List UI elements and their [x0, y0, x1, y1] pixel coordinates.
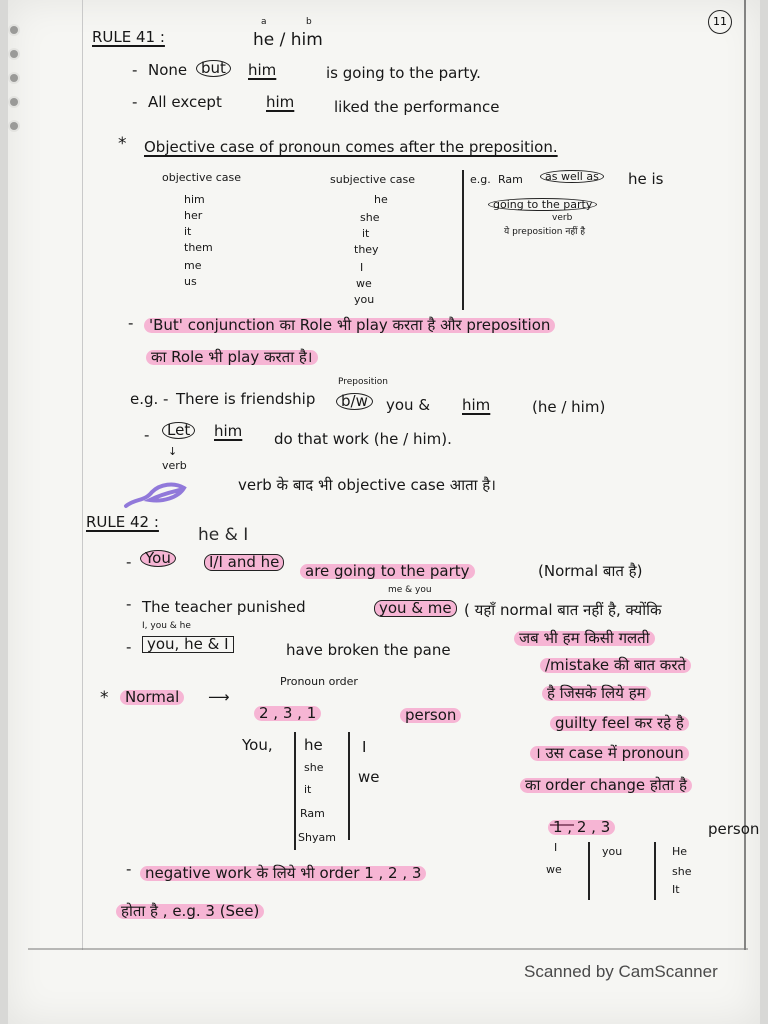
rule42-ex2-note7: का order change होता है [520, 778, 692, 793]
rule42-ex1-circled: You [140, 550, 176, 567]
rule42-ex2-note4: है जिसके लिये हम [542, 686, 651, 701]
rule42-ex2-boxed: you & me [374, 600, 457, 617]
subjective-item: we [356, 277, 372, 290]
negative-first-item: we [546, 863, 562, 876]
objective-item: us [184, 275, 197, 288]
rule41-ex1-circled: but [196, 60, 231, 77]
order-divider [294, 732, 296, 850]
rule42-ex2-note5: guilty feel कर रहे है [550, 716, 689, 731]
subjective-item: he [374, 193, 388, 206]
friendship-options: (he / him) [532, 398, 606, 416]
let-dash: - [144, 426, 150, 444]
negative-note-dash: - [126, 860, 132, 878]
pronoun-order-star: * [100, 688, 109, 708]
friendship-blank: him [462, 396, 491, 414]
let-blank: him [214, 422, 243, 440]
table-divider [462, 170, 464, 310]
eg-name: Ram [498, 173, 523, 186]
rule41-ex2-blank: him [266, 93, 295, 111]
negative-second-item: you [602, 845, 623, 858]
neg-order-divider [588, 842, 590, 900]
binder-holes [8, 0, 38, 1024]
subjective-item: they [354, 243, 379, 256]
let-post: do that work (he / him). [274, 430, 452, 448]
rule42-ex2-note3: /mistake की बात करते [540, 658, 691, 673]
third-person-item: Ram [300, 807, 325, 820]
rule42-ex1-post: are going to the party [300, 564, 475, 579]
first-person-item: we [358, 768, 380, 786]
friendship-pre: There is friendship [176, 390, 316, 408]
eg-circled: as well as [540, 170, 604, 183]
first-person-item: I [362, 738, 367, 756]
rule42-ex3-boxed: you, he & I [142, 636, 234, 653]
pronoun-order-arrow: ⟶ [208, 688, 230, 706]
eg-pronoun: he is [628, 170, 664, 188]
rule41-sup-a: a [261, 17, 267, 27]
friendship-circled: b/w [336, 393, 373, 410]
rule41-ex2-pre: All except [148, 93, 222, 111]
negative-third-item: It [672, 883, 680, 896]
eg-circled-2: going to the party [488, 198, 597, 211]
rule42-ex2-note2: जब भी हम किसी गलती [514, 631, 655, 646]
objective-item: her [184, 209, 203, 222]
pronoun-order-second-person: You, [242, 736, 273, 754]
eg-verb: verb [552, 213, 573, 223]
scanner-watermark: Scanned by CamScanner [524, 962, 718, 981]
objective-item: it [184, 225, 192, 238]
rule42-forms: he & I [198, 525, 249, 545]
third-person-item: he [304, 736, 323, 754]
rule42-ex2-dash: - [126, 595, 132, 613]
negative-order-person: person [708, 820, 760, 838]
rule41-forms: he / him [253, 30, 323, 50]
purple-ink-scribble [122, 478, 192, 512]
eg-label: e.g. [470, 173, 491, 186]
objective-header: objective case [162, 171, 242, 184]
rule42-ex2-note1: ( यहाँ normal बात नहीं है, क्योंकि [464, 601, 662, 619]
rule41-ex2-dash: - [132, 93, 138, 111]
third-person-item: it [304, 783, 312, 796]
eg-note: ये preposition नहीं है [504, 227, 586, 237]
negative-third-item: He [672, 845, 688, 858]
rule41-ex1-dash: - [132, 61, 138, 79]
rule42-ex1-note: (Normal बात है) [538, 562, 643, 580]
page-border-line [744, 0, 746, 950]
subjective-item: it [362, 227, 370, 240]
rule41-ex1-blank: him [248, 61, 277, 79]
objective-item: them [184, 241, 213, 254]
negative-note-line1: negative work के लिये भी order 1 , 2 , 3 [140, 866, 426, 881]
rule41-sup-b: b [306, 17, 312, 27]
rule41-note-star: * [118, 134, 127, 154]
rule41-note: Objective case of pronoun comes after the preposition. [144, 138, 558, 156]
let-verb-label: verb [162, 459, 187, 472]
neg-order-divider [654, 842, 656, 900]
but-note-line2: का Role भी play करता है। [146, 350, 318, 365]
subjective-item: she [360, 211, 380, 224]
page-bottom-line [28, 948, 748, 950]
rule42-ex3-post: have broken the pane [286, 641, 451, 659]
objective-item: him [184, 193, 205, 206]
but-note-dash: - [128, 314, 134, 332]
rule42-ex1-dash: - [126, 553, 132, 571]
order-divider [348, 732, 350, 840]
let-arrow: ↓ [168, 445, 178, 458]
rule42-ex1-boxed: I/I and he [204, 554, 284, 571]
rule41-ex1-pre: None [148, 61, 188, 79]
friendship-post: you & [386, 396, 431, 414]
negative-order-sequence: 1 , 2 , 3 [548, 820, 615, 835]
pronoun-order-heading: Pronoun order [280, 675, 358, 688]
let-circled: Let [162, 422, 195, 439]
friendship-prep-label: Preposition [338, 377, 388, 387]
objective-item: me [184, 259, 202, 272]
rule42-ex2-note6: । उस case में pronoun [530, 746, 689, 761]
negative-first-item: I [554, 841, 558, 854]
third-person-item: Shyam [298, 831, 336, 844]
rule42-ex2-above: me & you [388, 585, 432, 595]
subjective-item: you [354, 293, 375, 306]
let-note: verb के बाद भी objective case आता है। [238, 476, 496, 494]
rule42-title: RULE 42 : [86, 513, 159, 531]
rule42-ex3-dash: - [126, 638, 132, 656]
notebook-page [8, 0, 760, 1024]
rule41-ex1-post: is going to the party. [326, 64, 481, 82]
but-note-line1: 'But' conjunction का Role भी play करता है और preposition [144, 318, 555, 333]
page-number: 11 [708, 10, 732, 34]
pronoun-order-sequence: 2 , 3 , 1 [254, 706, 321, 721]
friendship-eg-label: e.g. - [130, 390, 169, 408]
rule42-ex3-above: I, you & he [142, 621, 191, 631]
pronoun-order-normal-label: Normal [120, 690, 184, 705]
pronoun-order-person: person [400, 708, 461, 723]
negative-note-line2: होता है , e.g. 3 (See) [116, 904, 264, 919]
rule41-title: RULE 41 : [92, 28, 165, 46]
subjective-header: subjective case [330, 173, 415, 186]
rule41-ex2-post: liked the performance [334, 98, 500, 116]
third-person-item: she [304, 761, 324, 774]
negative-third-item: she [672, 865, 692, 878]
margin-line [82, 0, 83, 950]
rule42-ex2-pre: The teacher punished [142, 598, 306, 616]
subjective-item: I [360, 261, 364, 274]
